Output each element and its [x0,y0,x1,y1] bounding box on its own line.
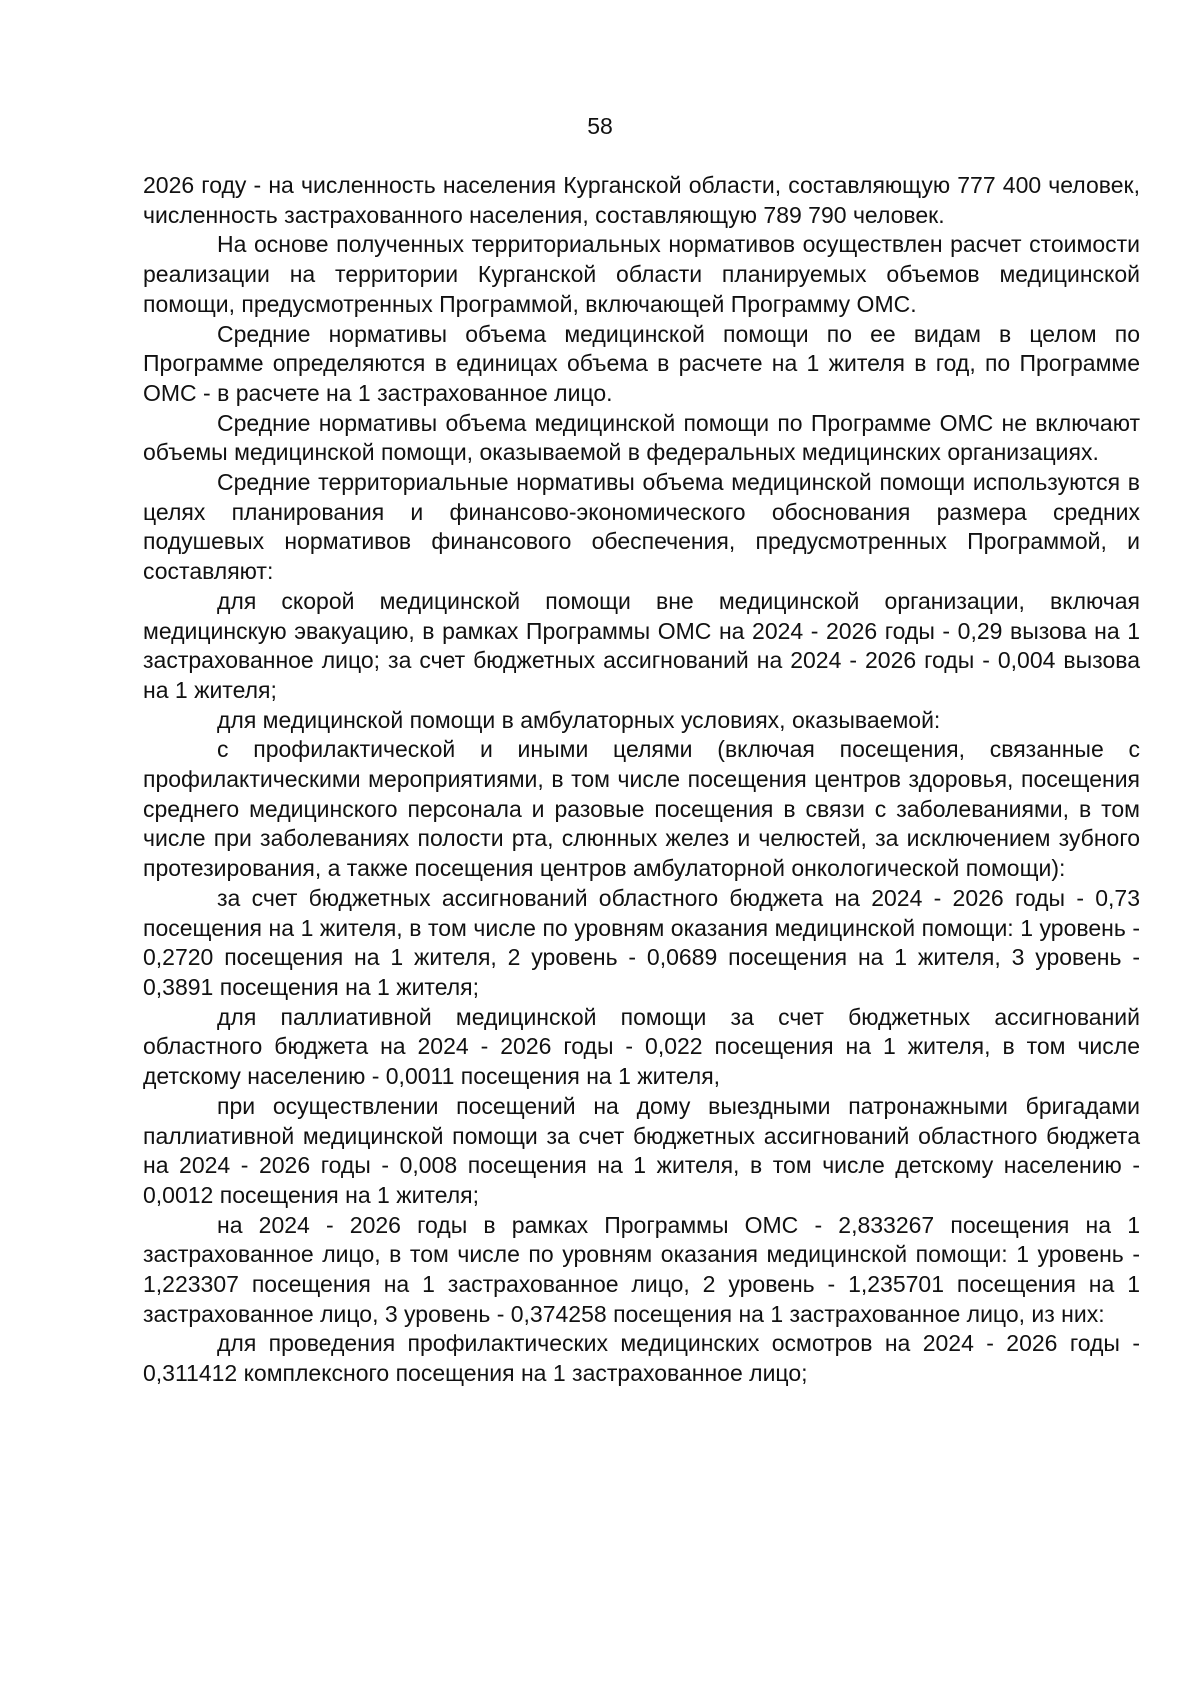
paragraph-preventive-visits: с профилактической и иными целями (включая посещения, связанные с профилактическими мероприятиями, в том числе посещения центров здоровья, посещения среднего медицинского персонала и разовые посещения в связи с заболеваниями, в том числе при заболеваниях полости рта, слюнных желез и челюстей, за исключением зубного протезирования, а также посещения центров амбулаторной онкологической помощи): [143,736,1140,882]
paragraph-regional-budget: за счет бюджетных ассигнований областного бюджета на 2024 - 2026 годы - 0,73 посещения на 1 жителя, в том числе по уровням оказания медицинской помощи: 1 уровень - 0,2720 посещения на 1 жителя, 2 уровень - 0,0689 посещения на 1 жителя, 3 уровень - 0,3891 посещения на 1 жителя; [143,884,1140,1000]
paragraph-federal-exclusion: Средние нормативы объема медицинской помощи по Программе ОМС не включают объемы медицинской помощи, оказываемой в федеральных медицинских организациях. [143,409,1140,466]
paragraph-palliative-care: для паллиативной медицинской помощи за счет бюджетных ассигнований областного бюджета на 2024 - 2026 годы - 0,022 посещения на 1 жителя, в том числе детскому населению - 0,0011 посещения на 1 жителя, [143,1003,1140,1090]
paragraph-outpatient-intro: для медицинской помощи в амбулаторных условиях, оказываемой: [217,706,941,733]
paragraph-home-visits: при осуществлении посещений на дому выездными патронажными бригадами паллиативной медицинской помощи за счет бюджетных ассигнований областного бюджета на 2024 - 2026 годы - 0,008 посещения на 1 жителя, в том числе детскому населению - 0,0012 посещения на 1 жителя; [143,1092,1140,1208]
page-number: 58 [587,113,613,139]
paragraph-population: 2026 году - на численность населения Курганской области, составляющую 777 400 человек, численность застрахованного населения, составляющую 789 790 человек. [143,172,1140,228]
paragraph-average-norms: Средние нормативы объема медицинской помощи по ее видам в целом по Программе определяются в единицах объема в расчете на 1 жителя в год, по Программе ОМС - в расчете на 1 застрахованное лицо. [143,320,1140,406]
paragraph-territorial-norms: Средние территориальные нормативы объема медицинской помощи используются в целях планирования и финансово-экономического обоснования размера средних подушевых нормативов финансового обеспечения, предусмотренных Программой, и составляют: [143,469,1140,585]
paragraph-cost-calculation: На основе полученных территориальных нормативов осуществлен расчет стоимости реализации на территории Курганской области планируемых объемов медицинской помощи, предусмотренных Программой, включающей Программу ОМС. [143,231,1140,317]
document-body [143,171,1140,1389]
paragraph-preventive-exams: для проведения профилактических медицинских осмотров на 2024 - 2026 годы - 0,311412 комплексного посещения на 1 застрахованное лицо; [143,1330,1140,1387]
paragraph-emergency-care: для скорой медицинской помощи вне медицинской организации, включая медицинскую эвакуацию, в рамках Программы ОМС на 2024 - 2026 годы - 0,29 вызова на 1 застрахованное лицо; за счет бюджетных ассигнований на 2024 - 2026 годы - 0,004 вызова на 1 жителя; [143,587,1140,703]
paragraph-oms-visits: на 2024 - 2026 годы в рамках Программы ОМС - 2,833267 посещения на 1 застрахованное лицо, в том числе по уровням оказания медицинской помощи: 1 уровень - 1,223307 посещения на 1 застрахованное лицо, 2 уровень - 1,235701 посещения на 1 застрахованное лицо, 3 уровень - 0,374258 посещения на 1 застрахованное лицо, из них: [143,1211,1140,1327]
